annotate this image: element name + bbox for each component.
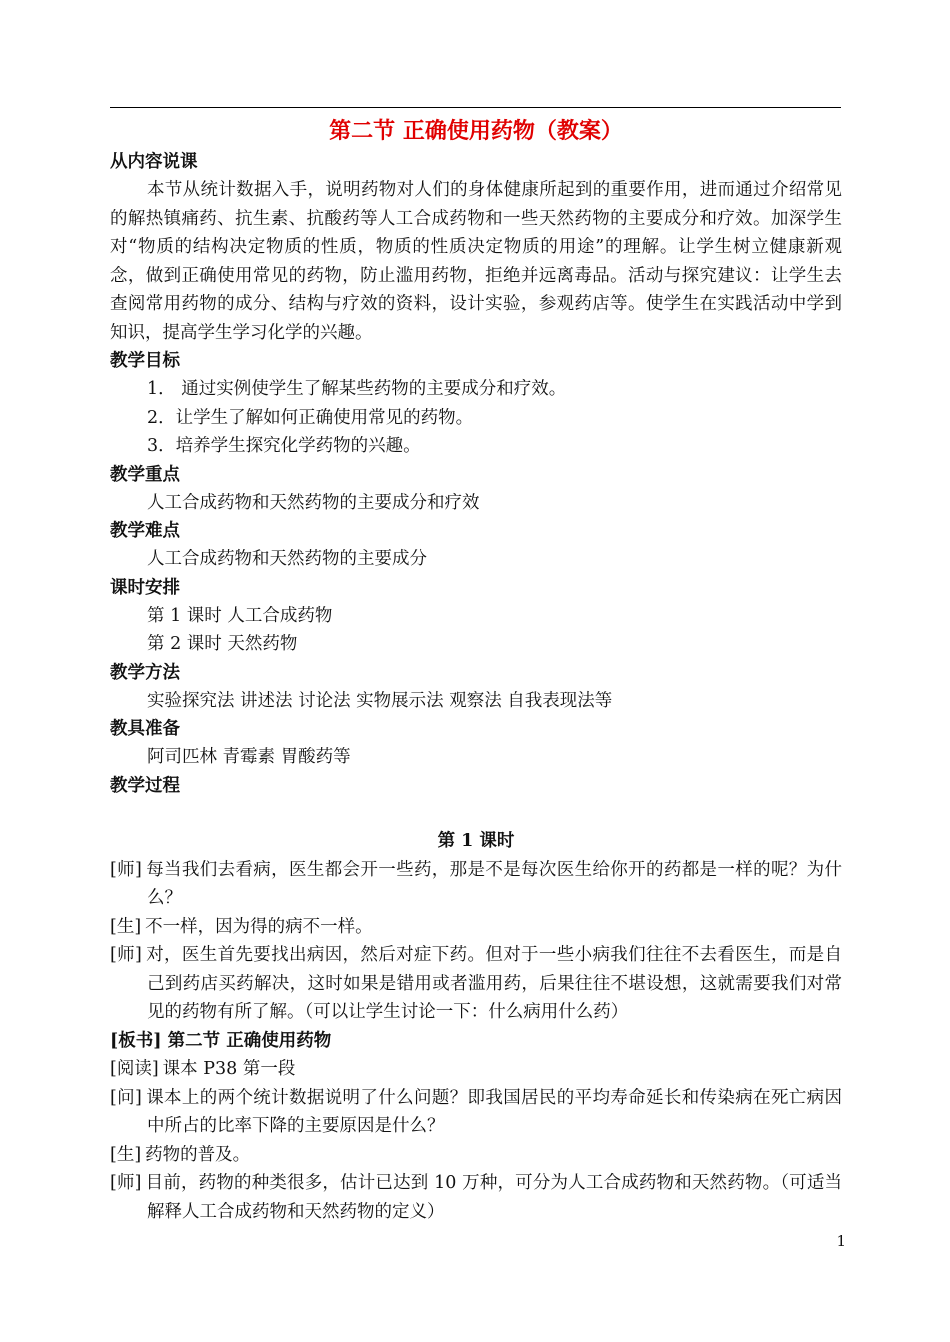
method-text: 实验探究法 讲述法 讨论法 实物展示法 观察法 自我表现法等 xyxy=(147,690,613,711)
schedule-item-1: 第 1 课时 人工合成药物 xyxy=(147,605,333,626)
dialog-line xyxy=(110,1055,842,1084)
goals-heading: 教学目标 xyxy=(110,351,180,371)
schedule-item-2: 第 2 课时 天然药物 xyxy=(147,634,298,654)
dialog-text: 目前，药物的种类很多，估计已达到 10 万种，可分为人工合成药物和天然药物。（可适当解释人工合成药物和天然药物的定义） xyxy=(145,1173,843,1222)
dialog-line xyxy=(110,1084,842,1141)
dialog-text: 不一样，因为得的病不一样。 xyxy=(145,916,373,937)
speaker-tag: [师] xyxy=(110,945,142,965)
header-rule xyxy=(110,107,841,108)
difficulty-text: 人工合成药物和天然药物的主要成分 xyxy=(147,549,427,569)
content-paragraph: 本节从统计数据入手，说明药物对人们的身体健康所起到的重要作用，进而通过介绍常见的解热镇痛药、抗生素、抗酸药等人工合成药物和一些天然药物的主要成分和疗效。加深学生对“物质的结构决定物质的性质，物质的性质决定物质的用途”的理解。让学生树立健康新观念，做到正确使用常见的药物，防止滥用药物，拒绝并远离毒品。活动与探究建议：让学生去查阅常用药物的成分、结构与疗效的资料，设计实验，参观药店等。使学生在实践活动中学到知识，提高学生学习化学的兴趣。 xyxy=(110,180,842,343)
dialog-text: 课本 P38 第一段 xyxy=(162,1059,296,1079)
speaker-tag: [生] xyxy=(110,916,142,937)
dialog-text: 对，医生首先要找出病因，然后对症下药。但对于一些小病我们往往不去看医生，而是自己到药店买药解决，这时如果是错用或者滥用药，后果往往不堪设想，这就需要我们对常见的药物有所了解。（可以让学生讨论一下：什么病用什么药） xyxy=(145,945,843,1022)
speaker-tag: [生] xyxy=(110,1144,142,1165)
dialog-text: 药物的普及。 xyxy=(145,1144,251,1165)
key-points-text: 人工合成药物和天然药物的主要成分和疗效 xyxy=(147,492,480,513)
speaker-tag: [师] xyxy=(110,1173,142,1193)
goal-item-1: 1． 通过实例使学生了解某些药物的主要成分和疗效。 xyxy=(147,379,567,399)
content-heading: 从内容说课 xyxy=(110,152,198,172)
board-note: [板书] 第二节 正确使用药物 xyxy=(110,1030,332,1051)
goal-item-3: 3．培养学生探究化学药物的兴趣。 xyxy=(147,436,421,456)
dialog-line xyxy=(110,856,842,913)
dialog-line xyxy=(110,941,842,1027)
difficulty-heading: 教学难点 xyxy=(110,521,180,541)
schedule-heading: 课时安排 xyxy=(110,577,180,598)
tools-text: 阿司匹林 青霉素 胃酸药等 xyxy=(147,747,351,767)
dialog-text: 每当我们去看病，医生都会开一些药，那是不是每次医生给你开的药都是一样的呢？为什么？ xyxy=(145,859,843,908)
process-heading: 教学过程 xyxy=(110,775,180,796)
speaker-tag: [阅读] xyxy=(110,1059,159,1079)
page-number: 1 xyxy=(836,1232,846,1250)
dialog-line xyxy=(110,1169,842,1226)
session-title: 第 1 课时 xyxy=(437,830,515,851)
dialog-line xyxy=(110,913,842,942)
document-title: 第二节 正确使用药物（教案） xyxy=(329,118,623,144)
method-heading: 教学方法 xyxy=(110,662,180,683)
speaker-tag: [师] xyxy=(110,859,142,880)
tools-heading: 教具准备 xyxy=(110,719,180,739)
dialog-line xyxy=(110,1141,842,1170)
section-spacer xyxy=(110,800,842,826)
key-points-heading: 教学重点 xyxy=(110,464,180,485)
speaker-tag: [问] xyxy=(110,1087,142,1108)
document-body xyxy=(110,116,842,1226)
dialog-text: 课本上的两个统计数据说明了什么问题？即我国居民的平均寿命延长和传染病在死亡病因中所占的比率下降的主要原因是什么？ xyxy=(145,1087,843,1136)
goal-item-2: 2．让学生了解如何正确使用常见的药物。 xyxy=(147,407,474,428)
